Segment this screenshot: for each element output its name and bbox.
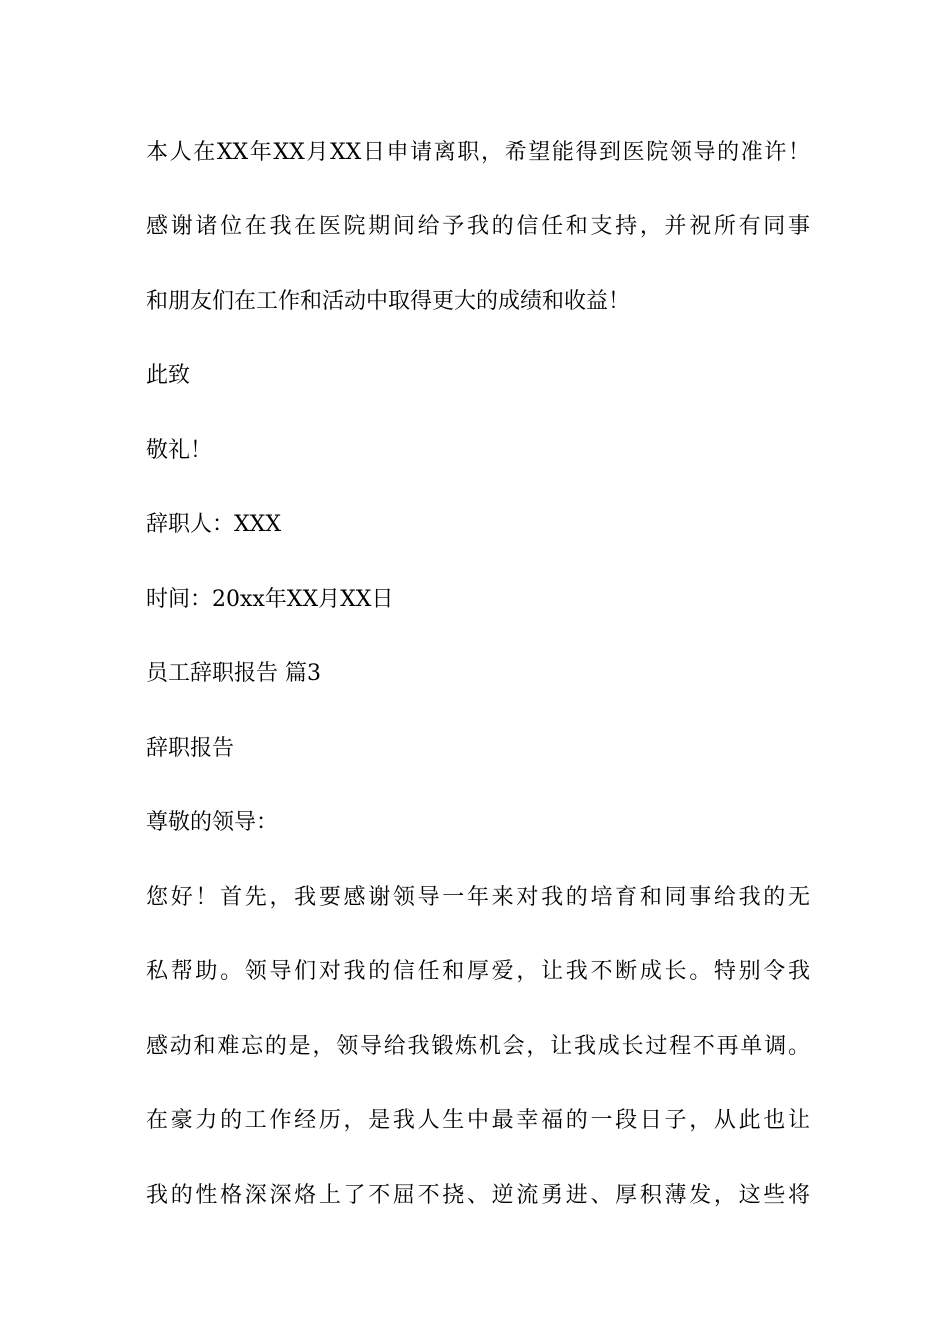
signature-line: 辞职人：XXX	[146, 512, 281, 537]
closing-salutation: 此致	[146, 363, 191, 388]
body-line: 在豪力的工作经历，是我人生中最幸福的一段日子，从此也让	[146, 1108, 810, 1133]
greeting: 尊敬的领导：	[146, 810, 279, 835]
body-line: 和朋友们在工作和活动中取得更大的成绩和收益！	[146, 289, 631, 314]
body-line: 私帮助。领导们对我的信任和厚爱，让我不断成长。特别令我	[146, 959, 810, 984]
body-line: 本人在XX年XX月XX日申请离职，希望能得到医院领导的准许！	[146, 140, 810, 165]
closing-regards: 敬礼！	[146, 438, 213, 463]
body-line: 感动和难忘的是，领导给我锻炼机会，让我成长过程不再单调。	[146, 1034, 810, 1059]
body-line: 您好！首先，我要感谢领导一年来对我的培育和同事给我的无	[146, 885, 810, 910]
report-title: 辞职报告	[146, 736, 235, 761]
body-line: 感谢诸位在我在医院期间给予我的信任和支持，并祝所有同事	[146, 214, 810, 239]
date-line: 时间：20xx年XX月XX日	[146, 587, 394, 612]
body-line: 我的性格深深烙上了不屈不挠、逆流勇进、厚积薄发，这些将	[146, 1183, 810, 1208]
section-heading: 员工辞职报告 篇3	[146, 661, 321, 686]
